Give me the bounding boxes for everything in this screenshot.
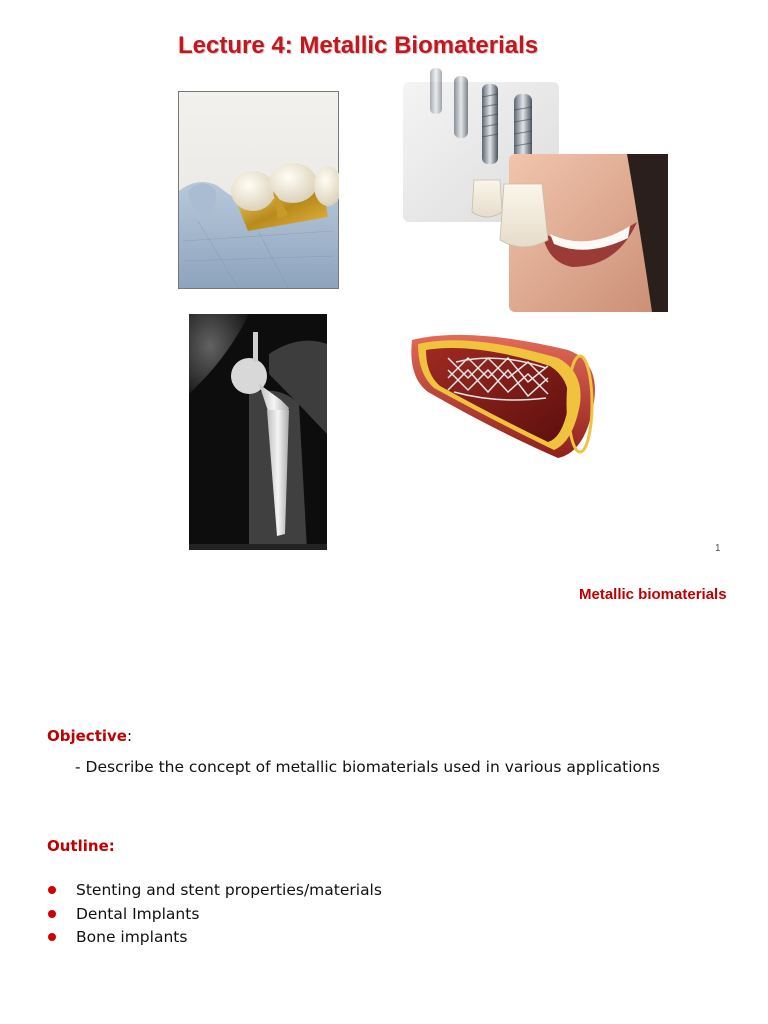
objective-label xyxy=(47,727,132,745)
bullet-icon xyxy=(48,886,56,894)
bullet-icon xyxy=(48,933,56,941)
list-item-text: Bone implants xyxy=(76,928,188,946)
list-item-text: Dental Implants xyxy=(76,904,200,923)
notes-header: Metallic biomaterials xyxy=(579,586,727,603)
objective-label-text: Objective xyxy=(47,727,127,745)
stent-in-artery-illustration xyxy=(408,322,600,462)
list-item xyxy=(47,905,382,929)
outline-label xyxy=(47,837,115,855)
list-item xyxy=(47,881,382,905)
list-item-text: Stenting and stent properties/materials xyxy=(76,881,382,899)
bullet-icon xyxy=(48,910,56,918)
objective-text: - Describe the concept of metallic biomaterials used in various applications xyxy=(75,758,660,776)
list-item xyxy=(47,928,382,952)
dental-implant-crown-photo xyxy=(402,62,670,314)
outline-list xyxy=(47,881,382,952)
slide-title: Lecture 4: Metallic Biomaterials xyxy=(178,32,539,59)
objective-colon: : xyxy=(126,727,133,745)
page-number: 1 xyxy=(715,543,721,554)
outline-colon: : xyxy=(108,837,115,855)
hip-implant-xray xyxy=(189,314,327,550)
outline-label-text: Outline xyxy=(47,837,109,855)
dental-bridge-photo xyxy=(178,91,339,289)
